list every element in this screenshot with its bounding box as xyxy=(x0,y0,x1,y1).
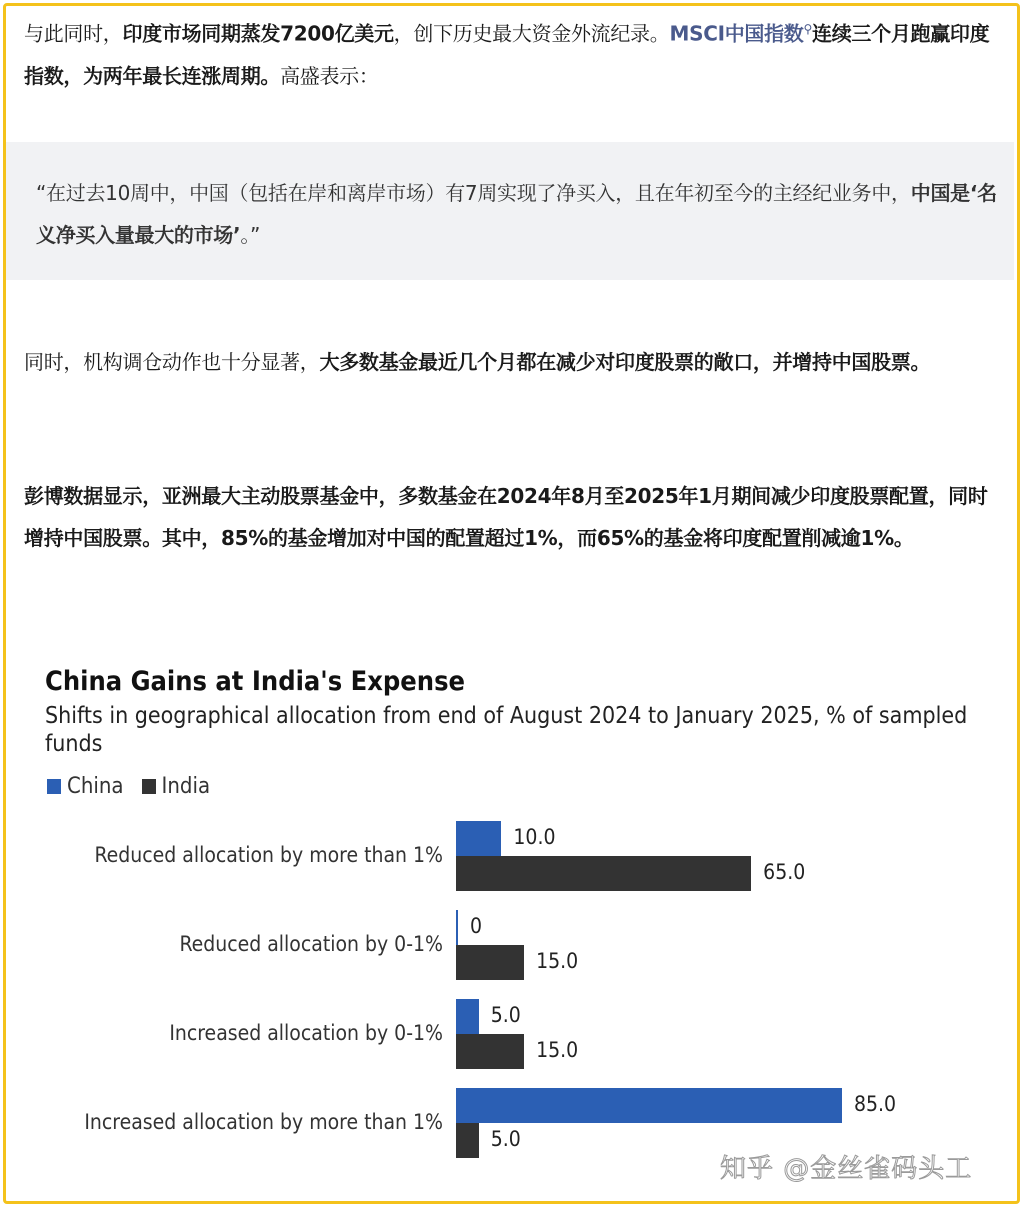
legend-item-india xyxy=(142,774,211,799)
data-label: 5.0 xyxy=(490,1003,521,1027)
bold-text: 大多数基金最近几个月都在减少对印度股票的敞口，并增持中国股票。 xyxy=(319,350,931,374)
data-label: 15.0 xyxy=(536,949,579,973)
watermark: 知乎 @金丝雀码头工 xyxy=(720,1154,973,1184)
data-label: 65.0 xyxy=(763,860,806,884)
category-label: Reduced allocation by more than 1% xyxy=(94,843,443,867)
bar-india xyxy=(456,945,524,980)
paragraph-3 xyxy=(24,475,999,559)
paragraph-1 xyxy=(24,8,999,97)
data-label: 10.0 xyxy=(513,825,556,849)
quote-text xyxy=(36,172,1001,256)
bar-china xyxy=(456,1088,842,1123)
category-label: Increased allocation by more than 1% xyxy=(84,1110,443,1134)
text: 同时，机构调仓动作也十分显著， xyxy=(24,350,320,374)
bar-india xyxy=(456,1034,524,1069)
bar-india xyxy=(456,1123,479,1158)
legend-label: India xyxy=(161,774,211,799)
msci-china-index-link[interactable]: MSCI中国指数 xyxy=(669,21,804,46)
data-label: 85.0 xyxy=(854,1092,897,1116)
bar-chart xyxy=(0,640,1021,1200)
legend-item-china xyxy=(47,774,124,799)
bold-text: 连续三个月跑赢印度指数，为两年最长连涨周期。 xyxy=(24,21,990,88)
chart-subtitle: Shifts in geographical allocation from end of August 2024 to January 2025, % of sampled funds xyxy=(45,703,968,757)
legend-label: China xyxy=(67,774,124,799)
data-label: 5.0 xyxy=(490,1127,521,1151)
bar-india xyxy=(456,856,751,891)
text: 高盛表示： xyxy=(280,63,379,88)
search-icon[interactable]: ⚲ xyxy=(803,22,813,36)
bar-china xyxy=(456,999,479,1034)
category-label: Reduced allocation by 0-1% xyxy=(179,932,443,956)
text: “在过去10周中，中国（包括在岸和离岸市场）有7周实现了净买入，且在年初至今的主经纪业务中， xyxy=(36,181,911,205)
category-label: Increased allocation by 0-1% xyxy=(169,1021,443,1045)
bar-china xyxy=(456,821,501,856)
chart-title: China Gains at India's Expense xyxy=(45,666,466,697)
text: 。” xyxy=(240,223,261,247)
chart-legend xyxy=(47,774,210,799)
bar-china xyxy=(456,910,458,945)
bold-text: 印度市场同期蒸发7200亿美元 xyxy=(122,21,394,46)
bold-text: 彭博数据显示，亚洲最大主动股票基金中，多数基金在2024年8月至2025年1月期间减少印度股票配置，同时增持中国股票。其中，85%的基金增加对中国的配置超过1%，而65%的基金将印度配置削减逾1%。 xyxy=(24,484,988,550)
legend-swatch xyxy=(47,779,61,794)
bold-text: 中国是‘名义净买入量最大的市场’ xyxy=(36,181,997,247)
data-label: 0 xyxy=(470,914,483,938)
blockquote xyxy=(6,142,1014,280)
text: 与此同时， xyxy=(24,21,123,46)
data-label: 15.0 xyxy=(536,1038,579,1062)
legend-swatch xyxy=(142,779,156,794)
text: ，创下历史最大资金外流纪录。 xyxy=(393,21,670,46)
paragraph-2 xyxy=(24,341,999,383)
